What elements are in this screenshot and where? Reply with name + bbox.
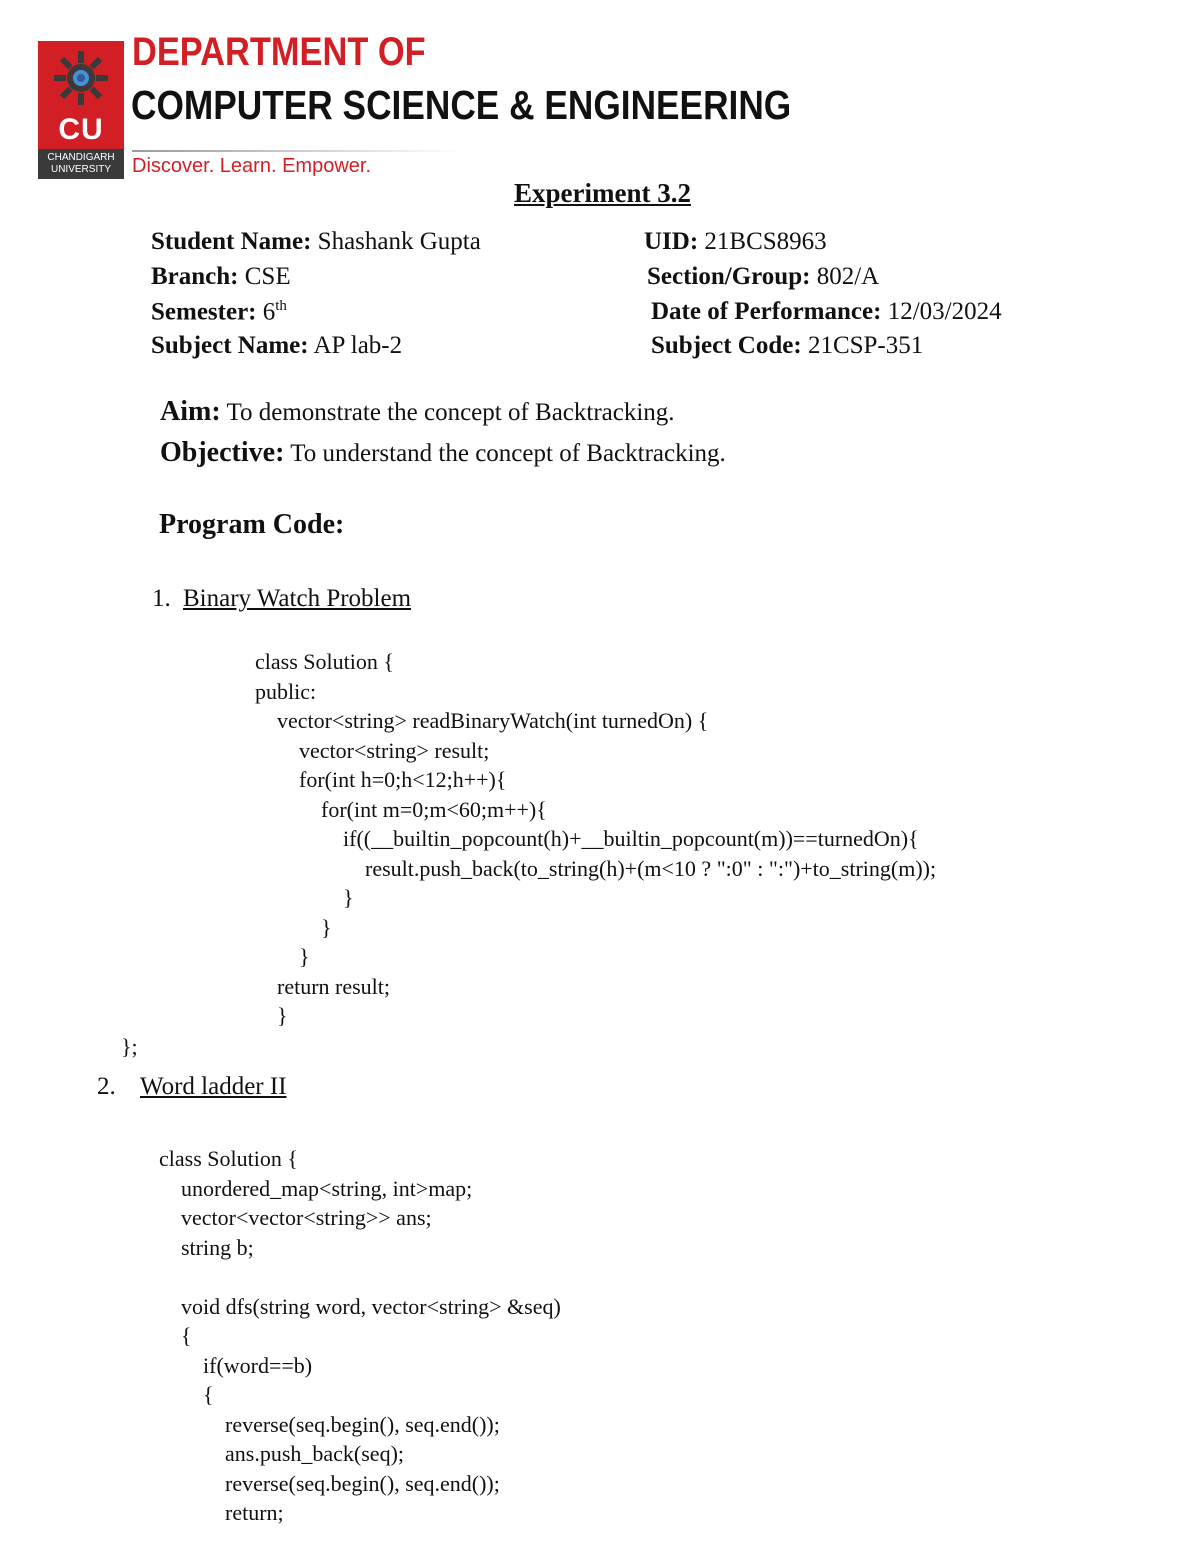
branch-row [151, 263, 291, 291]
student-name-row [151, 228, 481, 256]
subject-code-label: Subject Code: [651, 332, 802, 359]
department-line-2: COMPUTER SCIENCE & ENGINEERING [131, 82, 792, 128]
problem-2-title: Word ladder II [140, 1073, 287, 1100]
uid-value: 21BCS8963 [704, 228, 827, 255]
objective-text: To understand the concept of Backtracking. [290, 440, 726, 467]
subject-code-row [651, 332, 923, 360]
problem-1-title: Binary Watch Problem [183, 585, 412, 612]
semester-value: 6 [262, 298, 276, 326]
problem-1-heading [152, 585, 411, 613]
gear-emblem-icon [50, 47, 112, 109]
problem-2-number: 2. [97, 1073, 116, 1100]
university-logo [38, 41, 124, 179]
subject-name-label: Subject Name: [151, 332, 309, 359]
branch-label: Branch: [151, 263, 239, 290]
problem-1-code: class Solution { public: vector<string> readBinaryWatch(int turnedOn) { vector<string> result; for(int h=0;h<12;h++){ for(int m=0;m<60;m++){ if((__builtin_popcount(h)+__builtin_popcount(m))==turnedOn){ result.push_back(to_string(h)+(m<10 ? ":0" : ":")+to_string(m)); } } } return result; } [255, 649, 937, 1028]
subject-code-value: 21CSP-351 [807, 332, 924, 359]
section-value: 802/A [816, 263, 880, 290]
aim-row [160, 396, 675, 428]
student-name-value: Shashank Gupta [317, 228, 481, 255]
semester-row [151, 298, 287, 326]
problem-1-closing: }; [121, 1034, 138, 1059]
problem-1-number: 1. [152, 585, 171, 612]
program-code-heading: Program Code: [159, 509, 345, 540]
semester-suffix: th [275, 298, 287, 314]
uid-row [644, 228, 827, 256]
tagline: Discover. Learn. Empower. [132, 155, 371, 177]
subject-name-value: AP lab-2 [313, 332, 403, 359]
problem-2-code: class Solution { unordered_map<string, int>map; vector<vector<string>> ans; string b; void dfs(string word, vector<string> &seq) { if(word==b) { reverse(seq.begin(), seq.end()); ans.push_back(seq); reverse(seq.begin(), seq.end()); return; [159, 1146, 561, 1525]
section-label: Section/Group: [647, 263, 811, 290]
section-row [647, 263, 879, 291]
branch-value: CSE [244, 263, 291, 290]
department-line-1: DEPARTMENT OF [132, 30, 426, 74]
objective-label: Objective: [160, 437, 285, 468]
date-value: 12/03/2024 [887, 298, 1002, 325]
student-name-label: Student Name: [151, 228, 312, 255]
objective-row [160, 437, 726, 469]
header-divider [132, 150, 462, 152]
aim-label: Aim: [160, 396, 221, 427]
subject-name-row [151, 332, 402, 360]
logo-cu-text: CU [58, 113, 104, 146]
aim-text: To demonstrate the concept of Backtracking. [226, 399, 675, 426]
date-label: Date of Performance: [651, 298, 882, 325]
uid-label: UID: [644, 228, 699, 255]
problem-2-heading [97, 1073, 287, 1101]
semester-label: Semester: [151, 298, 257, 326]
logo-university-text: CHANDIGARH UNIVERSITY [47, 152, 115, 175]
experiment-title: Experiment 3.2 [514, 178, 691, 208]
date-row [651, 298, 1002, 326]
